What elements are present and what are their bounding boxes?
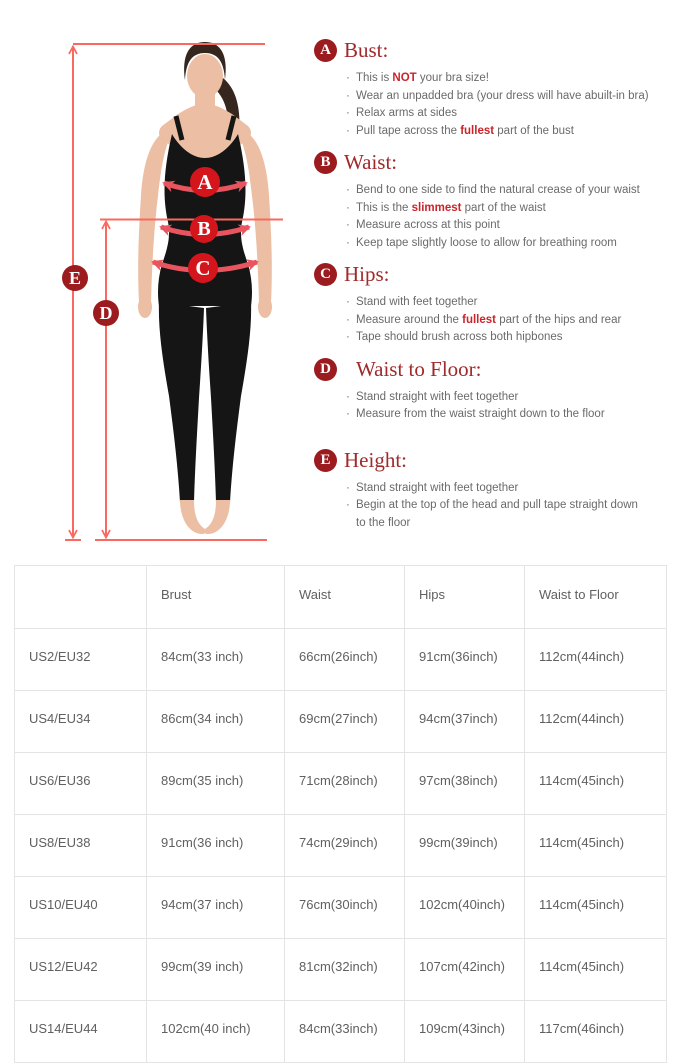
bullet-item xyxy=(344,406,662,424)
bullet-text: Stand with feet together xyxy=(356,296,478,308)
size-cell: 66cm(26inch) xyxy=(285,629,405,691)
size-cell: 76cm(30inch) xyxy=(285,877,405,939)
size-cell: 109cm(43inch) xyxy=(405,1001,525,1063)
size-cell: 112cm(44inch) xyxy=(525,629,667,691)
table-row xyxy=(15,939,667,1001)
right-hand xyxy=(258,296,272,318)
right-leg xyxy=(206,302,251,502)
bullet-text: Measure across at this point xyxy=(356,219,500,231)
bullet-item xyxy=(344,88,662,106)
size-cell: 94cm(37 inch) xyxy=(147,877,285,939)
left-hand xyxy=(138,296,152,318)
height-marker-letter: E xyxy=(68,268,82,288)
section-title: Height: xyxy=(344,447,407,472)
size-cell: 112cm(44inch) xyxy=(525,691,667,753)
size-cell: 69cm(27inch) xyxy=(285,691,405,753)
section-title: Bust: xyxy=(344,38,389,62)
size-cell: 114cm(45inch) xyxy=(525,939,667,1001)
size-row-label: US8/EU38 xyxy=(15,815,147,877)
guide-section-hips xyxy=(314,263,674,347)
bullet-text: your bra size! xyxy=(416,72,489,84)
bullet-text: part of the hips and rear xyxy=(496,313,622,326)
section-header xyxy=(314,151,674,174)
bullet-dot: · xyxy=(346,201,350,214)
size-cell: 97cm(38inch) xyxy=(405,753,525,815)
bullet-dot: · xyxy=(346,89,350,102)
bullet-item xyxy=(344,217,662,235)
bullet-dot: · xyxy=(346,124,350,137)
section-header xyxy=(314,263,674,286)
bullet-list xyxy=(344,389,662,424)
table-row xyxy=(15,815,667,877)
size-cell: 84cm(33inch) xyxy=(285,1001,405,1063)
bullet-text: Pull tape across the xyxy=(356,124,461,137)
size-chart-header xyxy=(15,566,667,629)
section-letter-badge: B xyxy=(314,151,337,174)
bullet-text: to the floor xyxy=(356,516,411,529)
column-header: Waist xyxy=(285,566,405,629)
size-row-label: US2/EU32 xyxy=(15,629,147,691)
column-header: Waist to Floor xyxy=(525,566,667,629)
right-foot xyxy=(204,500,230,534)
bust-marker-letter: A xyxy=(197,170,213,194)
size-cell: 114cm(45inch) xyxy=(525,815,667,877)
size-cell: 102cm(40 inch) xyxy=(147,1001,285,1063)
bullet-item xyxy=(344,70,662,88)
bullet-dot: · xyxy=(346,184,350,196)
section-header xyxy=(314,358,674,381)
bullet-item xyxy=(344,235,662,253)
bullet-item xyxy=(344,105,662,123)
section-title: Waist to Floor: xyxy=(356,356,482,381)
bullet-dot: · xyxy=(346,408,350,420)
left-foot xyxy=(180,500,206,534)
table-row xyxy=(15,1001,667,1063)
bullet-dot: · xyxy=(346,499,350,511)
bullet-item xyxy=(344,480,662,498)
section-title: Hips: xyxy=(344,262,390,286)
section-title: Waist: xyxy=(344,150,398,174)
bullet-text: Keep tape slightly loose to allow for breathing room xyxy=(356,236,617,249)
bullet-dot: · xyxy=(346,72,350,84)
bullet-text: part of the waist xyxy=(461,201,546,214)
section-letter-badge: D xyxy=(314,358,337,381)
bullet-dot: · xyxy=(346,219,350,231)
face xyxy=(187,54,223,98)
size-cell: 114cm(45inch) xyxy=(525,877,667,939)
bullet-text: This is xyxy=(356,72,393,84)
bullet-dot: · xyxy=(346,481,350,494)
guide-sections xyxy=(314,39,674,543)
table-header-row xyxy=(15,566,667,629)
column-header: Brust xyxy=(147,566,285,629)
size-row-label: US10/EU40 xyxy=(15,877,147,939)
size-cell: 102cm(40inch) xyxy=(405,877,525,939)
bullet-item xyxy=(344,200,662,218)
table-row xyxy=(15,753,667,815)
size-cell: 86cm(34 inch) xyxy=(147,691,285,753)
size-row-label: US14/EU44 xyxy=(15,1001,147,1063)
bullet-item xyxy=(344,294,662,312)
size-cell: 74cm(29inch) xyxy=(285,815,405,877)
bullet-text: Tape should brush across both hipbones xyxy=(356,331,563,343)
size-cell: 99cm(39 inch) xyxy=(147,939,285,1001)
waist-to-floor-marker-letter: D xyxy=(99,303,113,323)
bullet-text: fullest xyxy=(462,313,496,326)
measurement-figure xyxy=(0,0,320,560)
size-cell: 99cm(39inch) xyxy=(405,815,525,877)
bullet-text: Stand straight with feet together xyxy=(356,390,519,403)
section-header xyxy=(314,449,674,472)
bullet-text: Bend to one side to find the natural crease of your waist xyxy=(356,184,640,196)
woman-silhouette xyxy=(138,42,272,534)
bullet-text: slimmest xyxy=(411,201,462,214)
bullet-list xyxy=(344,294,662,347)
waist-marker-letter: B xyxy=(197,218,211,240)
bullet-text: Stand straight with feet together xyxy=(356,481,519,494)
size-row-label: US12/EU42 xyxy=(15,939,147,1001)
bullet-dot: · xyxy=(346,296,350,308)
size-cell: 71cm(28inch) xyxy=(285,753,405,815)
guide-section-bust xyxy=(314,39,674,140)
bullet-text: Wear an unpadded bra (your dress will have abuilt-in bra) xyxy=(356,89,649,102)
size-cell: 107cm(42inch) xyxy=(405,939,525,1001)
bullet-item xyxy=(344,312,662,330)
bullet-dot: · xyxy=(346,236,350,249)
bullet-dot: · xyxy=(346,107,350,119)
size-cell: 91cm(36inch) xyxy=(405,629,525,691)
size-cell: 114cm(45inch) xyxy=(525,753,667,815)
bullet-text: part of the bust xyxy=(494,124,574,137)
section-letter-badge: E xyxy=(314,449,337,472)
guide-section-waist xyxy=(314,151,674,252)
bullet-list xyxy=(344,182,662,252)
bullet-list xyxy=(344,480,662,533)
guide-section-height xyxy=(314,449,674,533)
column-header: Hips xyxy=(405,566,525,629)
bullet-dot: · xyxy=(346,313,350,326)
hips-marker-letter: C xyxy=(195,256,211,280)
bullet-item xyxy=(344,182,662,200)
size-chart-table xyxy=(14,565,667,1063)
bullet-list xyxy=(344,70,662,140)
bullet-item xyxy=(344,389,662,407)
bullet-item xyxy=(344,497,662,532)
bullet-item xyxy=(344,123,662,141)
table-row xyxy=(15,877,667,939)
table-row xyxy=(15,629,667,691)
bullet-dot: · xyxy=(346,331,350,343)
guide-section-waist-to-floor xyxy=(314,358,674,424)
size-row-label: US4/EU34 xyxy=(15,691,147,753)
bullet-dot: · xyxy=(346,390,350,403)
bullet-text: fullest xyxy=(460,124,495,137)
size-cell: 117cm(46inch) xyxy=(525,1001,667,1063)
section-letter-badge: A xyxy=(314,39,337,62)
section-header xyxy=(314,39,674,62)
size-cell: 89cm(35 inch) xyxy=(147,753,285,815)
size-cell: 81cm(32inch) xyxy=(285,939,405,1001)
size-cell: 84cm(33 inch) xyxy=(147,629,285,691)
column-header xyxy=(15,566,147,629)
size-cell: 91cm(36 inch) xyxy=(147,815,285,877)
size-cell: 94cm(37inch) xyxy=(405,691,525,753)
table-row xyxy=(15,691,667,753)
bullet-text: Measure around the xyxy=(356,313,463,326)
bullet-text: Measure from the waist straight down to the floor xyxy=(356,408,605,420)
size-row-label: US6/EU36 xyxy=(15,753,147,815)
bullet-text: This is the xyxy=(356,201,412,214)
section-letter-badge: C xyxy=(314,263,337,286)
bullet-text: Relax arms at sides xyxy=(356,107,457,119)
bullet-text: NOT xyxy=(392,72,417,84)
bullet-text: Begin at the top of the head and pull tape straight down xyxy=(356,499,638,511)
left-leg xyxy=(159,302,204,502)
bullet-item xyxy=(344,329,662,347)
size-chart-body xyxy=(15,629,667,1063)
